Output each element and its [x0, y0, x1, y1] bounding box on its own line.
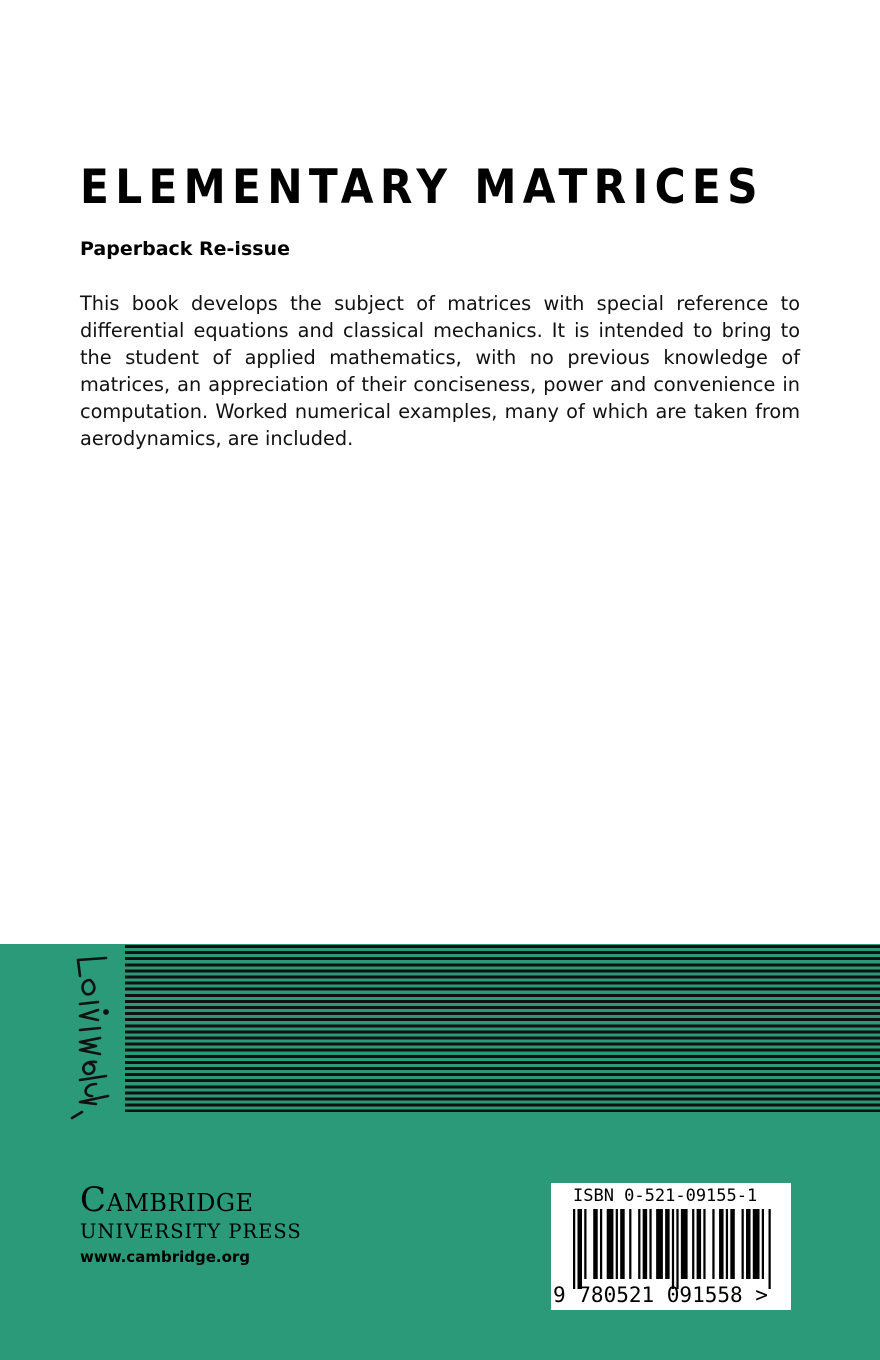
barcode-bar: [584, 1209, 586, 1279]
ean-digits: 9 780521 091558 >: [553, 1283, 768, 1307]
barcode-bar: [762, 1209, 764, 1279]
publisher-name: Cambridge: [80, 1180, 254, 1220]
designer-signature: [66, 950, 120, 1120]
publisher-url[interactable]: www.cambridge.org: [80, 1248, 251, 1266]
barcode-bar: [719, 1209, 723, 1279]
barcode-bar: [692, 1209, 694, 1279]
barcode-bar: [712, 1209, 714, 1279]
barcode-bar: [665, 1209, 669, 1279]
striped-lines-decoration: [125, 945, 880, 1112]
barcode-bar: [656, 1209, 663, 1279]
publisher-subname: UNIVERSITY PRESS: [80, 1220, 302, 1243]
barcode-bar: [769, 1209, 771, 1289]
barcode-bar: [638, 1209, 640, 1279]
barcode-bar: [616, 1209, 618, 1279]
publisher-block: [80, 1180, 302, 1266]
barcode-bar: [643, 1209, 647, 1279]
barcode-bar: [649, 1209, 651, 1279]
barcode-bar: [577, 1209, 581, 1289]
barcode-bar: [629, 1209, 631, 1279]
barcode-bar: [593, 1209, 597, 1279]
barcode-bar: [607, 1209, 614, 1279]
barcode-bar: [753, 1209, 760, 1279]
barcode-bar: [573, 1209, 575, 1289]
barcode-panel: [551, 1183, 791, 1310]
barcode-bars: [573, 1209, 773, 1289]
barcode-bar: [600, 1209, 602, 1279]
barcode-bar: [726, 1209, 728, 1279]
barcode-bar: [620, 1209, 624, 1279]
barcode-bar: [730, 1209, 734, 1279]
book-subtitle: Paperback Re-issue: [80, 238, 290, 260]
barcode-bar: [676, 1209, 678, 1289]
barcode-bar: [746, 1209, 750, 1279]
barcode-bar: [697, 1209, 701, 1279]
book-description: This book develops the subject of matrices with special reference to differential equations and classical mechanics. It is intended to bring to the student of applied mathematics, with no previous knowledge of matrices, an appreciation of their conciseness, power and convenience in computation. Worked numerical examples, many of which are taken from aerodynamics, are included.: [80, 292, 800, 450]
barcode-bar: [742, 1209, 744, 1279]
barcode-bar: [703, 1209, 705, 1279]
isbn-label: ISBN 0-521-09155-1: [573, 1186, 758, 1206]
barcode-bar: [681, 1209, 688, 1279]
barcode-bar: [672, 1209, 674, 1289]
book-title: ELEMENTARY MATRICES: [80, 160, 764, 215]
